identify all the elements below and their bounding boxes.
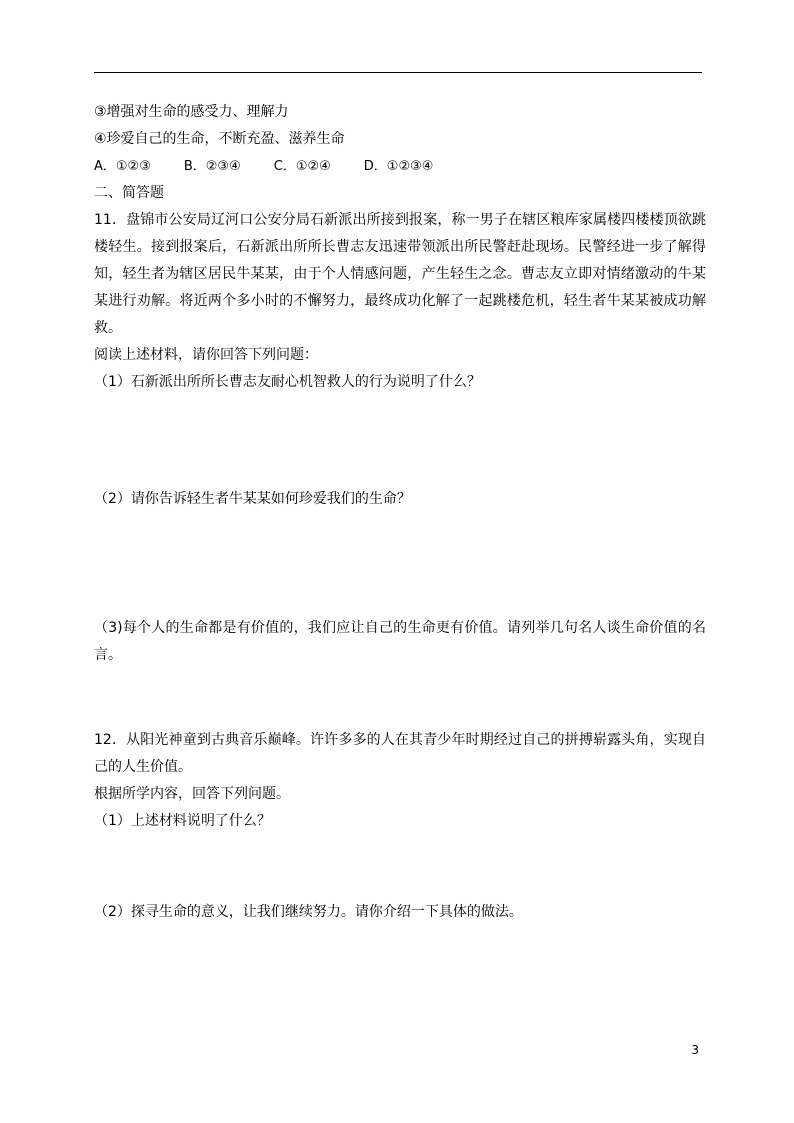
question-11-material: 11．盘锦市公安局辽河口公安分局石新派出所接到报案，称一男子在辖区粮库家属楼四楼楼顶欲跳楼轻生。接到报案后，石新派出所所长曹志友迅速带领派出所民警赶赴现场。民警经进一步了解得知，轻生者为辖区居民牛某某，由于个人情感问题，产生轻生之念。曹志友立即对情绪激动的牛某某进行劝解。将近两个多小时的不懈努力，最终成功化解了一起跳楼危机，轻生者牛某某被成功解救。 (94, 212, 706, 336)
option-d: D．①②③④ (363, 159, 434, 174)
question-12-sub-1: （1）上述材料说明了什么？ (94, 813, 271, 829)
question-12-sub-2: （2）探寻生命的意义，让我们继续努力。请你介绍一下具体的做法。 (94, 904, 523, 920)
question-12-prompt: 根据所学内容，回答下列问题。 (94, 786, 290, 802)
header-rule (94, 72, 702, 73)
answer-space (94, 513, 706, 615)
choice-item-4: ④珍爱自己的生命，不断充盈、滋养生命 (94, 131, 345, 147)
option-a: A．①②③ (94, 159, 151, 174)
question-11-sub-1: （1）石新派出所所长曹志友耐心机智救人的行为说明了什么？ (94, 374, 481, 390)
section-title: 二、简答题 (94, 185, 164, 201)
question-11-prompt: 阅读上述材料，请你回答下列问题： (94, 347, 318, 363)
option-b: B．②③④ (183, 159, 241, 174)
question-11-sub-2: （2）请你告诉轻生者牛某某如何珍爱我们的生命？ (94, 491, 411, 507)
page-content (94, 99, 706, 926)
answer-space (94, 835, 706, 899)
answer-space (94, 396, 706, 486)
answer-space (94, 669, 706, 727)
choice-item-3: ③增强对生命的感受力、理解力 (94, 104, 289, 120)
answer-options (94, 153, 706, 180)
option-c: C．①②④ (273, 159, 331, 174)
page-number: 3 (691, 1043, 699, 1057)
question-11-sub-3: （3)每个人的生命都是有价值的，我们应让自己的生命更有价值。请列举几句名人谈生命价值的名言。 (94, 620, 706, 663)
question-12-material: 12．从阳光神童到古典音乐巅峰。许许多多的人在其青少年时期经过自己的拼搏崭露头角，实现自己的人生价值。 (94, 732, 706, 775)
